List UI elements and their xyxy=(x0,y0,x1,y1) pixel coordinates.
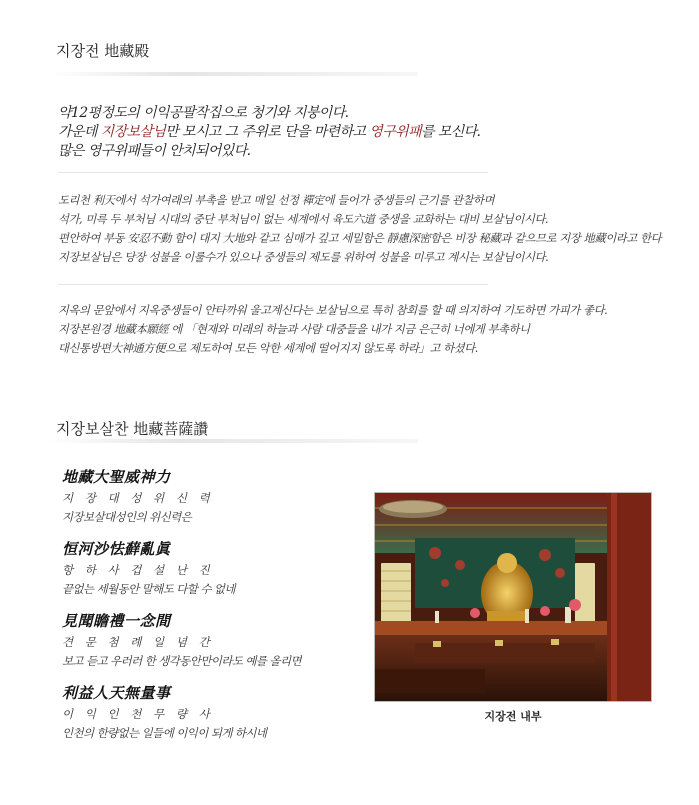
verse-block xyxy=(62,610,362,669)
verse-reading: 지 장 대 성 위 신 력 xyxy=(62,491,214,505)
paragraph-line: 도리천 利天에서 석가여래의 부촉을 받고 매일 선정 禪定에 들어가 중생들의 근기를 관찰하며 xyxy=(58,194,495,207)
verse-meaning: 인천의 한량없는 일들에 이익이 되게 하시네 xyxy=(62,726,267,740)
section-title-hanja: 地藏殿 xyxy=(104,42,150,60)
verse-block xyxy=(62,682,362,741)
verse-hanja: 地藏大聖威神力 xyxy=(62,468,171,486)
section-title-jijang-bosal-chan xyxy=(56,418,208,439)
highlight-yeonggu-wipae: 영구위패 xyxy=(369,124,421,140)
verse-meaning: 끝없는 세월동안 말해도 다할 수 없네 xyxy=(62,582,235,596)
paragraph-line: 석가, 미륵 두 부처님 시대의 중단 부처님이 없는 세계에서 육도六道 중생을 교화하는 대비 보살님이시다. xyxy=(58,213,549,226)
section-divider xyxy=(48,72,418,76)
description-paragraph-2 xyxy=(58,301,688,358)
verse-reading: 항 하 사 겁 설 난 진 xyxy=(62,563,214,577)
verse-block xyxy=(62,538,362,597)
photo-caption: 지장전 내부 xyxy=(484,710,542,723)
paragraph-line: 대신통방편大神通方便으로 제도하여 모든 악한 세계에 떨어지지 않도록 하라」고 하셨다. xyxy=(58,342,479,355)
intro-line-1: 약12평정도의 이익공팔작집으로 청기와 지붕이다. xyxy=(58,105,349,121)
verse-hanja: 利益人天無量事 xyxy=(62,684,171,702)
section-title-korean: 지장보살찬 xyxy=(56,420,129,438)
verse-meaning: 보고 듣고 우러러 한 생각동안만이라도 예를 올리면 xyxy=(62,654,302,668)
description-paragraph-1 xyxy=(58,191,688,267)
verse-reading: 이 익 인 천 무 량 사 xyxy=(62,707,214,721)
intro-line-2-text-a: 가운데 xyxy=(58,124,101,140)
paragraph-line: 지옥의 문앞에서 지옥중생들이 안타까워 울고계신다는 보살님으로 특히 참회를 할 때 의지하여 기도하면 가피가 좋다. xyxy=(58,304,608,317)
section-title-jijangjeon xyxy=(56,40,149,61)
divider-line xyxy=(58,172,488,173)
intro-line-2 xyxy=(58,123,480,142)
divider-line xyxy=(58,284,488,285)
verse-block xyxy=(62,466,362,525)
hall-interior-photo xyxy=(374,492,652,702)
verse-hanja: 見聞瞻禮一念間 xyxy=(62,612,171,630)
section-title-korean: 지장전 xyxy=(56,42,100,60)
highlight-jijang-bosal: 지장보살님 xyxy=(100,124,166,140)
section-divider xyxy=(48,439,418,443)
verse-hanja: 恒河沙怯蘚亂眞 xyxy=(62,540,171,558)
intro-text xyxy=(58,104,480,161)
paragraph-line: 지장보살님은 당장 성불을 이룰수가 있으나 중생들의 제도를 위하여 성불을 미루고 계시는 보살님이시다. xyxy=(58,251,549,264)
paragraph-line: 편안하여 부동 安忍不動 함이 대지 大地와 같고 심매가 깊고 세밀함은 靜慮深密함은 비장 秘藏과 같으므로 지장 地藏이라고 한다 xyxy=(58,232,662,245)
intro-line-3: 많은 영구위패들이 안치되어있다. xyxy=(58,143,251,159)
intro-line-2-text-b: 만 모시고 그 주위로 단을 마련하고 xyxy=(165,124,370,140)
verse-meaning: 지장보살대성인의 위신력은 xyxy=(62,510,192,524)
paragraph-line: 지장본원경 地藏本願經 에 「현재와 미래의 하늘과 사람 대중들을 내가 지금 은근히 너에게 부촉하니 xyxy=(58,323,530,336)
section-title-hanja: 地藏菩薩讚 xyxy=(133,420,209,438)
intro-line-2-text-c: 를 모신다. xyxy=(421,124,481,140)
verse-reading: 견 문 첨 례 일 념 간 xyxy=(62,635,214,649)
